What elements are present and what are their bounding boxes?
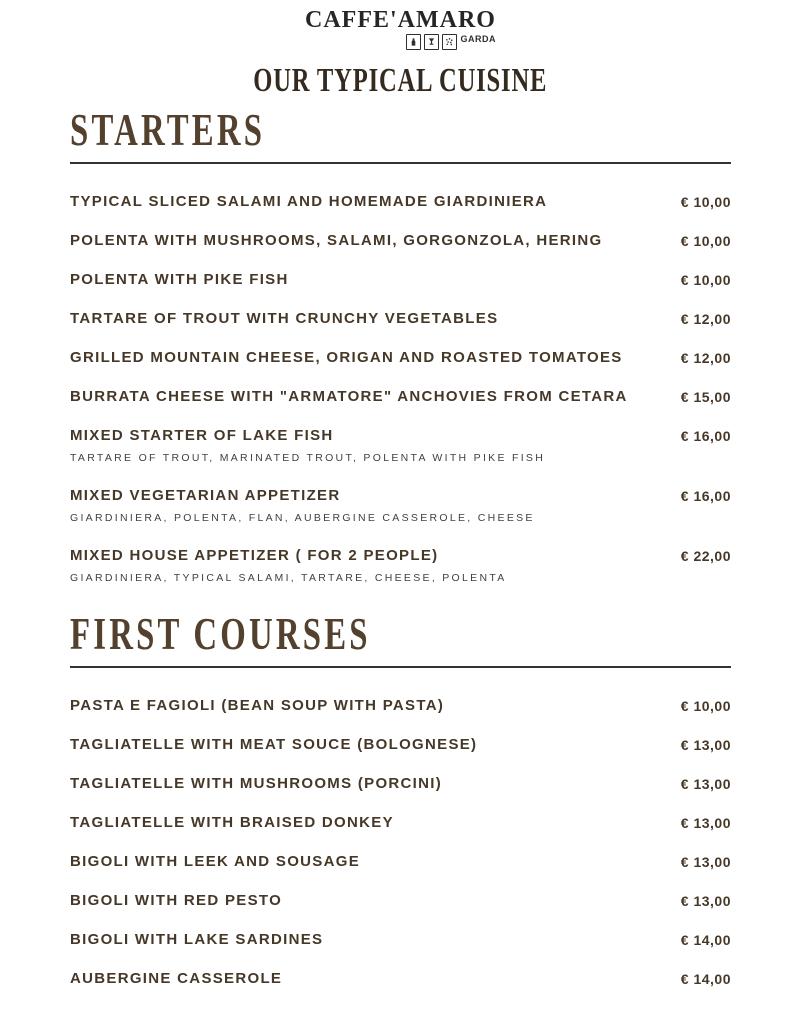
brand-location: GARDA (460, 34, 496, 45)
section-divider (70, 666, 731, 668)
item-price: € 13,00 (680, 737, 731, 754)
section-items (70, 698, 731, 987)
menu-item (70, 194, 731, 210)
menu-item (70, 776, 731, 792)
menu-item (70, 488, 731, 525)
item-main (70, 311, 498, 327)
menu-item (70, 350, 731, 366)
item-price: € 13,00 (680, 893, 731, 910)
item-price: € 13,00 (680, 776, 731, 793)
brand-badges (305, 34, 496, 50)
bottle-icon (406, 34, 421, 50)
item-price: € 22,00 (680, 548, 731, 565)
menu-item (70, 389, 731, 405)
item-main (70, 698, 444, 714)
item-price: € 10,00 (680, 194, 731, 211)
item-main (70, 488, 535, 525)
item-main (70, 776, 442, 792)
menu-item (70, 233, 731, 249)
menu-item (70, 272, 731, 288)
menu-item (70, 311, 731, 327)
item-main (70, 350, 623, 366)
item-main (70, 932, 323, 948)
item-name: TYPICAL SLICED SALAMI AND HOMEMADE GIARDINIERA (70, 193, 548, 211)
item-main (70, 737, 477, 753)
item-description: TARTARE OF TROUT, MARINATED TROUT, POLENTA WITH PIKE FISH (70, 452, 546, 465)
item-price: € 10,00 (680, 698, 731, 715)
menu-item (70, 428, 731, 465)
item-name: POLENTA WITH PIKE FISH (70, 271, 289, 289)
menu-section (70, 607, 731, 988)
item-price: € 13,00 (680, 815, 731, 832)
brand-logo (305, 8, 496, 50)
item-price: € 12,00 (680, 311, 731, 328)
item-name: TAGLIATELLE WITH BRAISED DONKEY (70, 814, 394, 832)
menu-item (70, 737, 731, 753)
menu-item (70, 698, 731, 714)
item-price: € 14,00 (680, 971, 731, 988)
item-price: € 16,00 (680, 488, 731, 505)
menu-item (70, 815, 731, 831)
item-main (70, 389, 628, 405)
item-name: BIGOLI WITH LEEK AND SOUSAGE (70, 853, 361, 871)
item-main (70, 971, 282, 987)
item-main (70, 815, 394, 831)
section-divider (70, 162, 731, 164)
menu-item (70, 971, 731, 987)
item-price: € 13,00 (680, 854, 731, 871)
item-name: MIXED HOUSE APPETIZER ( FOR 2 PEOPLE) (70, 547, 439, 565)
item-name: TAGLIATELLE WITH MEAT SOUCE (BOLOGNESE) (70, 736, 478, 754)
menu-section (70, 103, 731, 585)
section-items (70, 194, 731, 585)
item-price: € 10,00 (680, 272, 731, 289)
section-title: FIRST COURSES (70, 607, 371, 660)
ice-crystals-icon (442, 34, 457, 50)
item-name: GRILLED MOUNTAIN CHEESE, ORIGAN AND ROASTED TOMATOES (70, 349, 623, 367)
section-title: STARTERS (70, 103, 266, 156)
item-price: € 12,00 (680, 350, 731, 367)
item-price: € 14,00 (680, 932, 731, 949)
item-name: PASTA E FAGIOLI (BEAN SOUP WITH PASTA) (70, 697, 445, 715)
menu-sections (70, 103, 731, 988)
item-main (70, 272, 289, 288)
wine-glass-icon (424, 34, 439, 50)
item-name: BURRATA CHEESE WITH "ARMATORE" ANCHOVIES FROM CETARA (70, 388, 628, 406)
item-price: € 16,00 (680, 428, 731, 445)
item-main (70, 428, 545, 465)
item-price: € 15,00 (680, 389, 731, 406)
item-description: GIARDINIERA, TYPICAL SALAMI, TARTARE, CHEESE, POLENTA (70, 572, 507, 585)
item-name: BIGOLI WITH LAKE SARDINES (70, 931, 324, 949)
menu-item (70, 932, 731, 948)
item-main (70, 194, 547, 210)
item-main (70, 893, 282, 909)
item-name: MIXED STARTER OF LAKE FISH (70, 427, 334, 445)
item-name: MIXED VEGETARIAN APPETIZER (70, 487, 341, 505)
menu-header (70, 8, 731, 99)
item-name: POLENTA WITH MUSHROOMS, SALAMI, GORGONZOLA, HERING (70, 232, 603, 250)
menu-item (70, 854, 731, 870)
page-title: OUR TYPICAL CUISINE (253, 62, 548, 100)
item-name: TAGLIATELLE WITH MUSHROOMS (PORCINI) (70, 775, 443, 793)
item-description: GIARDINIERA, POLENTA, FLAN, AUBERGINE CASSEROLE, CHEESE (70, 512, 535, 525)
brand-name: CAFFE'AMARO (305, 7, 496, 33)
menu-item (70, 548, 731, 585)
item-name: AUBERGINE CASSEROLE (70, 970, 283, 988)
item-price: € 10,00 (680, 233, 731, 250)
item-main (70, 854, 360, 870)
item-main (70, 548, 507, 585)
item-name: TARTARE OF TROUT WITH CRUNCHY VEGETABLES (70, 310, 499, 328)
menu-item (70, 893, 731, 909)
item-name: BIGOLI WITH RED PESTO (70, 892, 283, 910)
item-main (70, 233, 602, 249)
